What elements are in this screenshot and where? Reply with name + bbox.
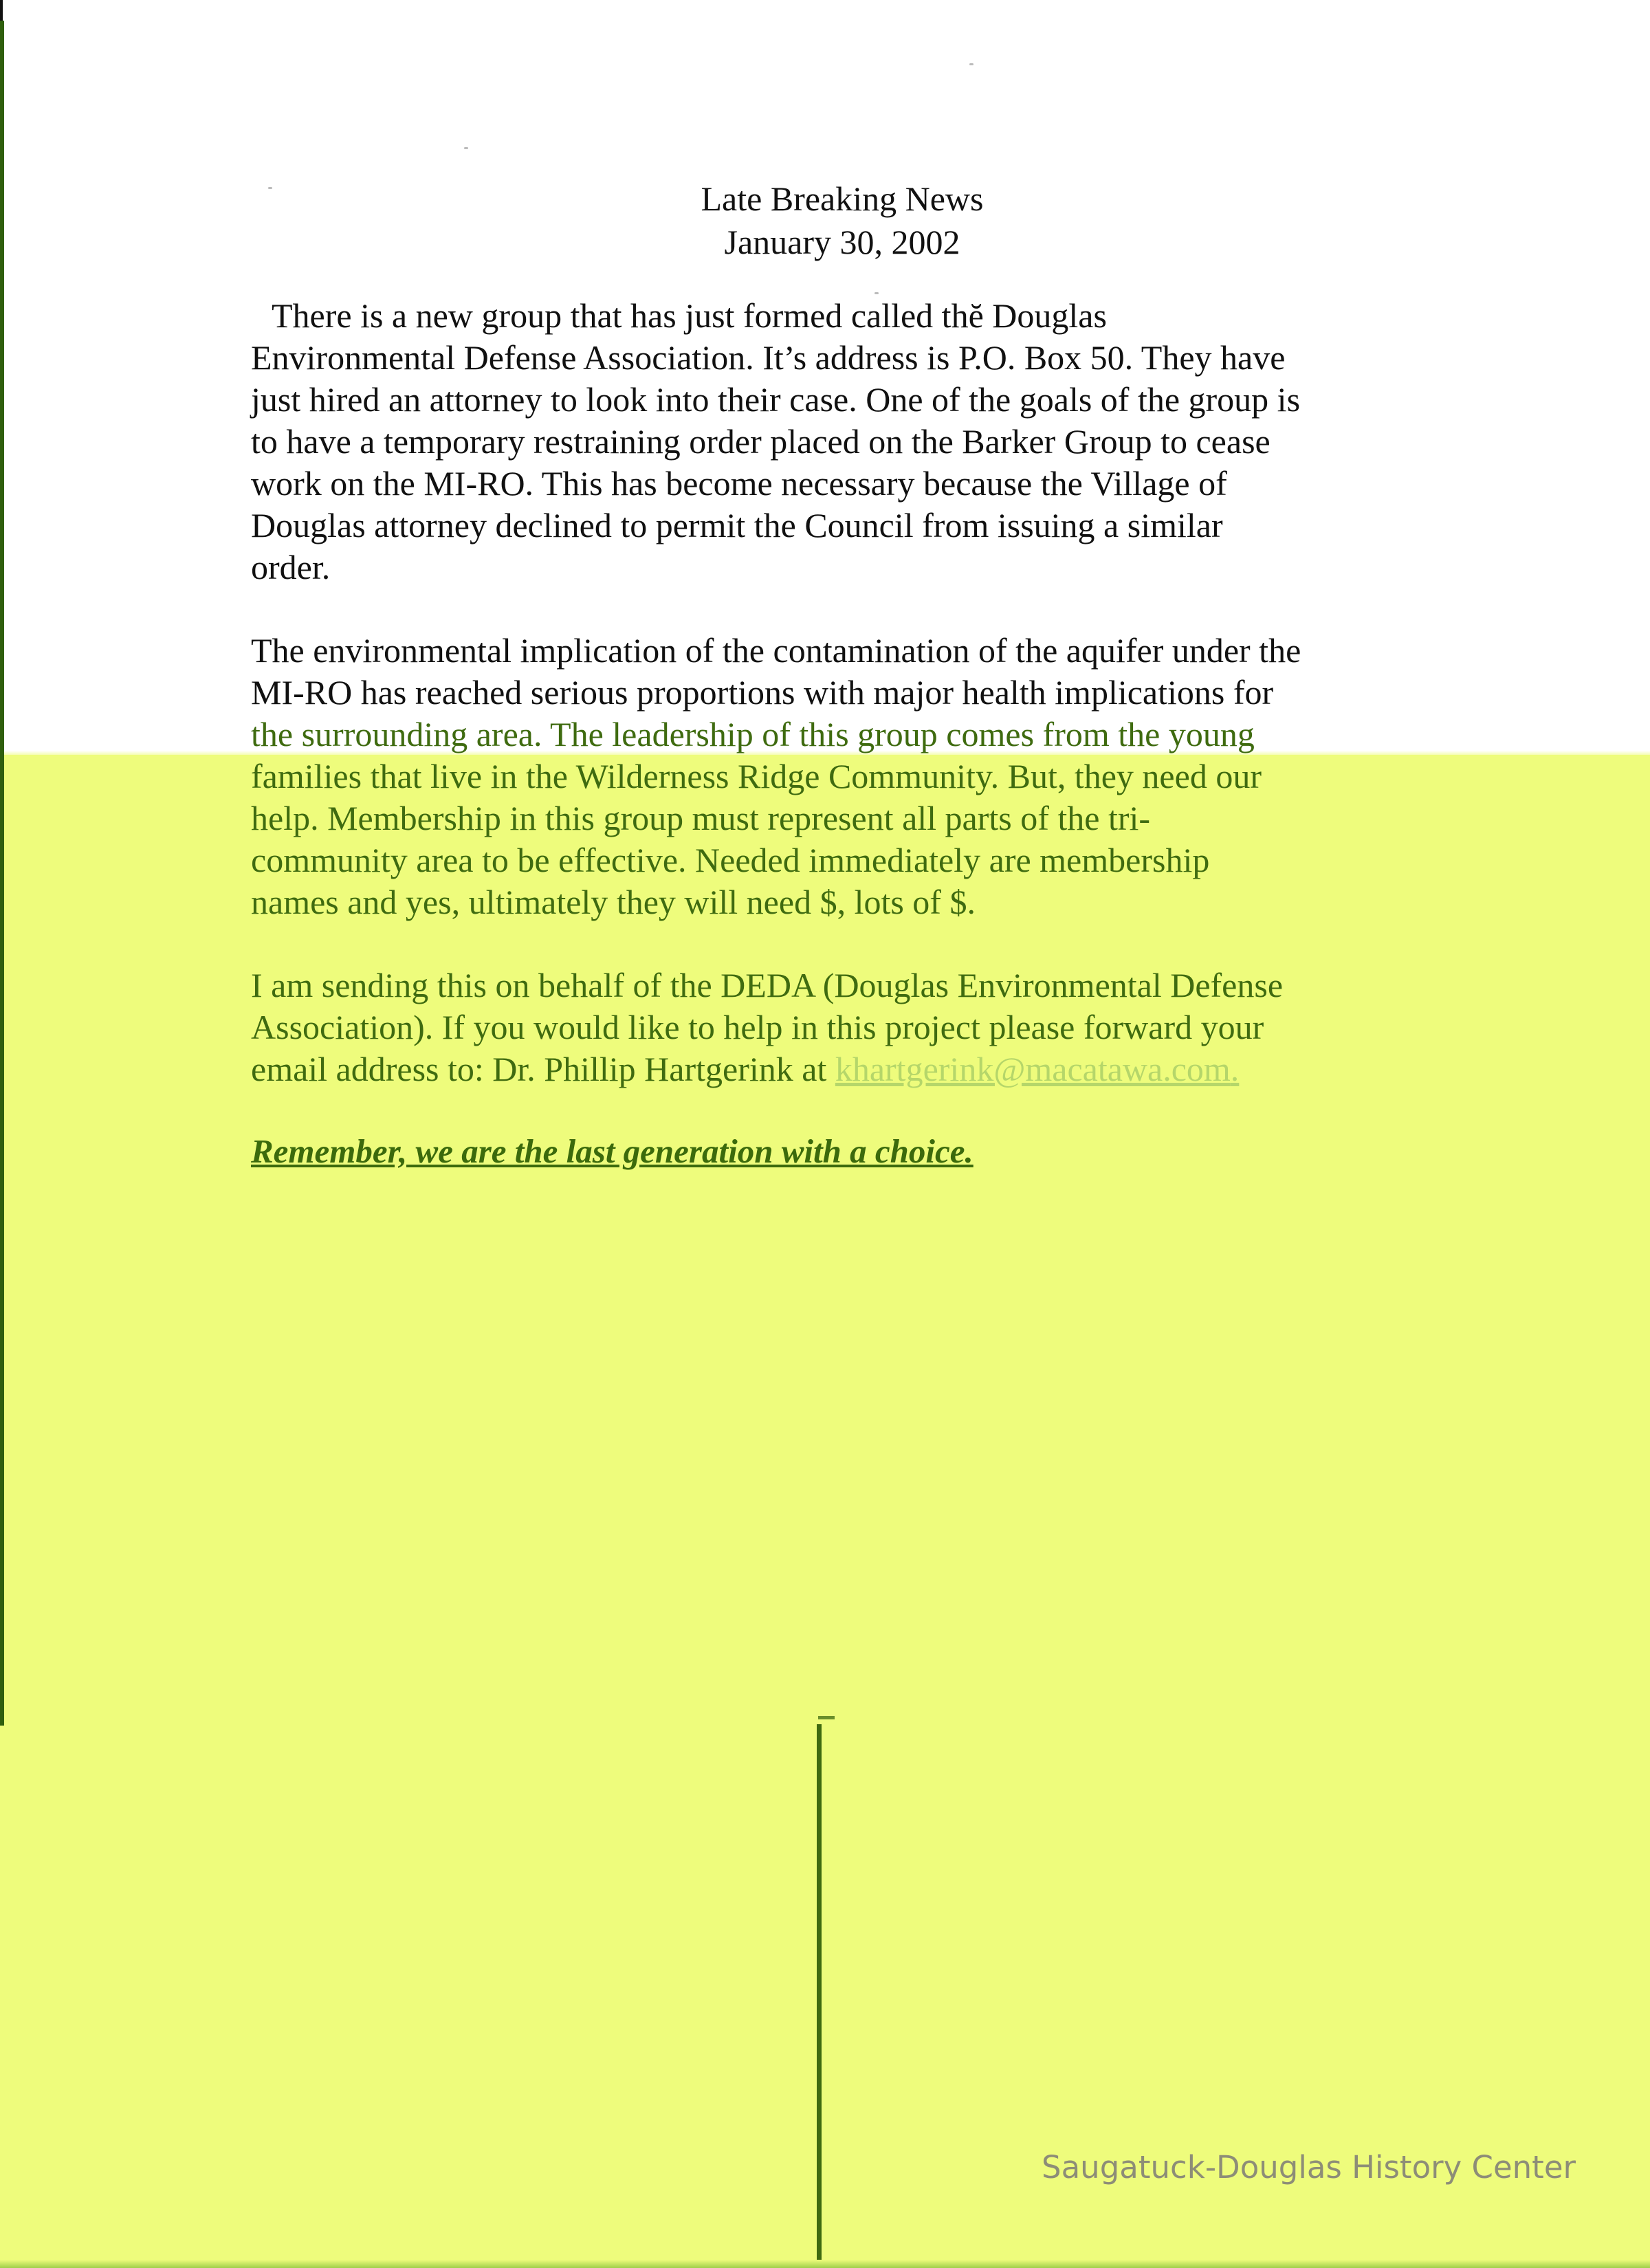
- paragraph-line: names and yes, ultimately they will need $, lots of $.: [251, 883, 976, 921]
- paragraph-line: I am sending this on behalf of the DEDA (Douglas Environmental Defense: [251, 966, 1284, 1004]
- paragraph-line: the surrounding area. The leadership of this group comes from the young: [251, 715, 1255, 753]
- scan-left-edge: [0, 21, 4, 1726]
- paragraph-line: to have a temporary restraining order placed on the Barker Group to cease: [251, 422, 1270, 461]
- paragraph-2: [251, 630, 1461, 923]
- paragraph-line: order.: [251, 548, 331, 586]
- paragraph-3: [251, 965, 1461, 1090]
- paragraph-line: The environmental implication of the contamination of the aquifer under the: [251, 631, 1301, 670]
- tagline: Remember, we are the last generation with a choice.: [251, 1132, 974, 1170]
- heading-title: Late Breaking News: [701, 179, 984, 218]
- paragraph-line: Environmental Defense Association. It’s address is P.O. Box 50. They have: [251, 338, 1286, 377]
- email-link[interactable]: khartgerink@macatawa.com: [835, 1050, 1231, 1088]
- scan-bottom-edge: [0, 2260, 1650, 2268]
- paragraph-line: There is a new group that has just formed called thĕ Douglas: [272, 296, 1107, 335]
- fold-line: [817, 1724, 822, 2268]
- paragraph-line: community area to be effective. Needed immediately are membership: [251, 841, 1210, 879]
- heading-date: January 30, 2002: [724, 223, 960, 261]
- fold-line-mark: [818, 1716, 835, 1719]
- paragraph-line-with-email: [251, 1048, 1461, 1090]
- letter-heading: [251, 177, 1433, 264]
- scan-speck: [464, 147, 468, 149]
- letter-body: [251, 177, 1461, 1172]
- scan-speck: [969, 63, 974, 65]
- paragraph-line: Douglas attorney declined to permit the Council from issuing a similar: [251, 506, 1223, 544]
- email-suffix: .: [1230, 1050, 1240, 1088]
- paragraph-1: [251, 295, 1461, 588]
- paragraph-line: Association). If you would like to help in this project please forward your: [251, 1008, 1264, 1046]
- paragraph-line: help. Membership in this group must represent all parts of the tri-: [251, 799, 1151, 837]
- paragraph-line: just hired an attorney to look into their case. One of the goals of the group is: [251, 380, 1301, 419]
- archive-watermark: Saugatuck-Douglas History Center: [1042, 2149, 1576, 2186]
- email-prefix: email address to: Dr. Phillip Hartgerink at: [251, 1050, 835, 1088]
- paragraph-line: work on the MI-RO. This has become necessary because the Village of: [251, 464, 1227, 503]
- paragraph-line: MI-RO has reached serious proportions with major health implications for: [251, 673, 1274, 712]
- paragraph-line: families that live in the Wilderness Ridge Community. But, they need our: [251, 757, 1262, 795]
